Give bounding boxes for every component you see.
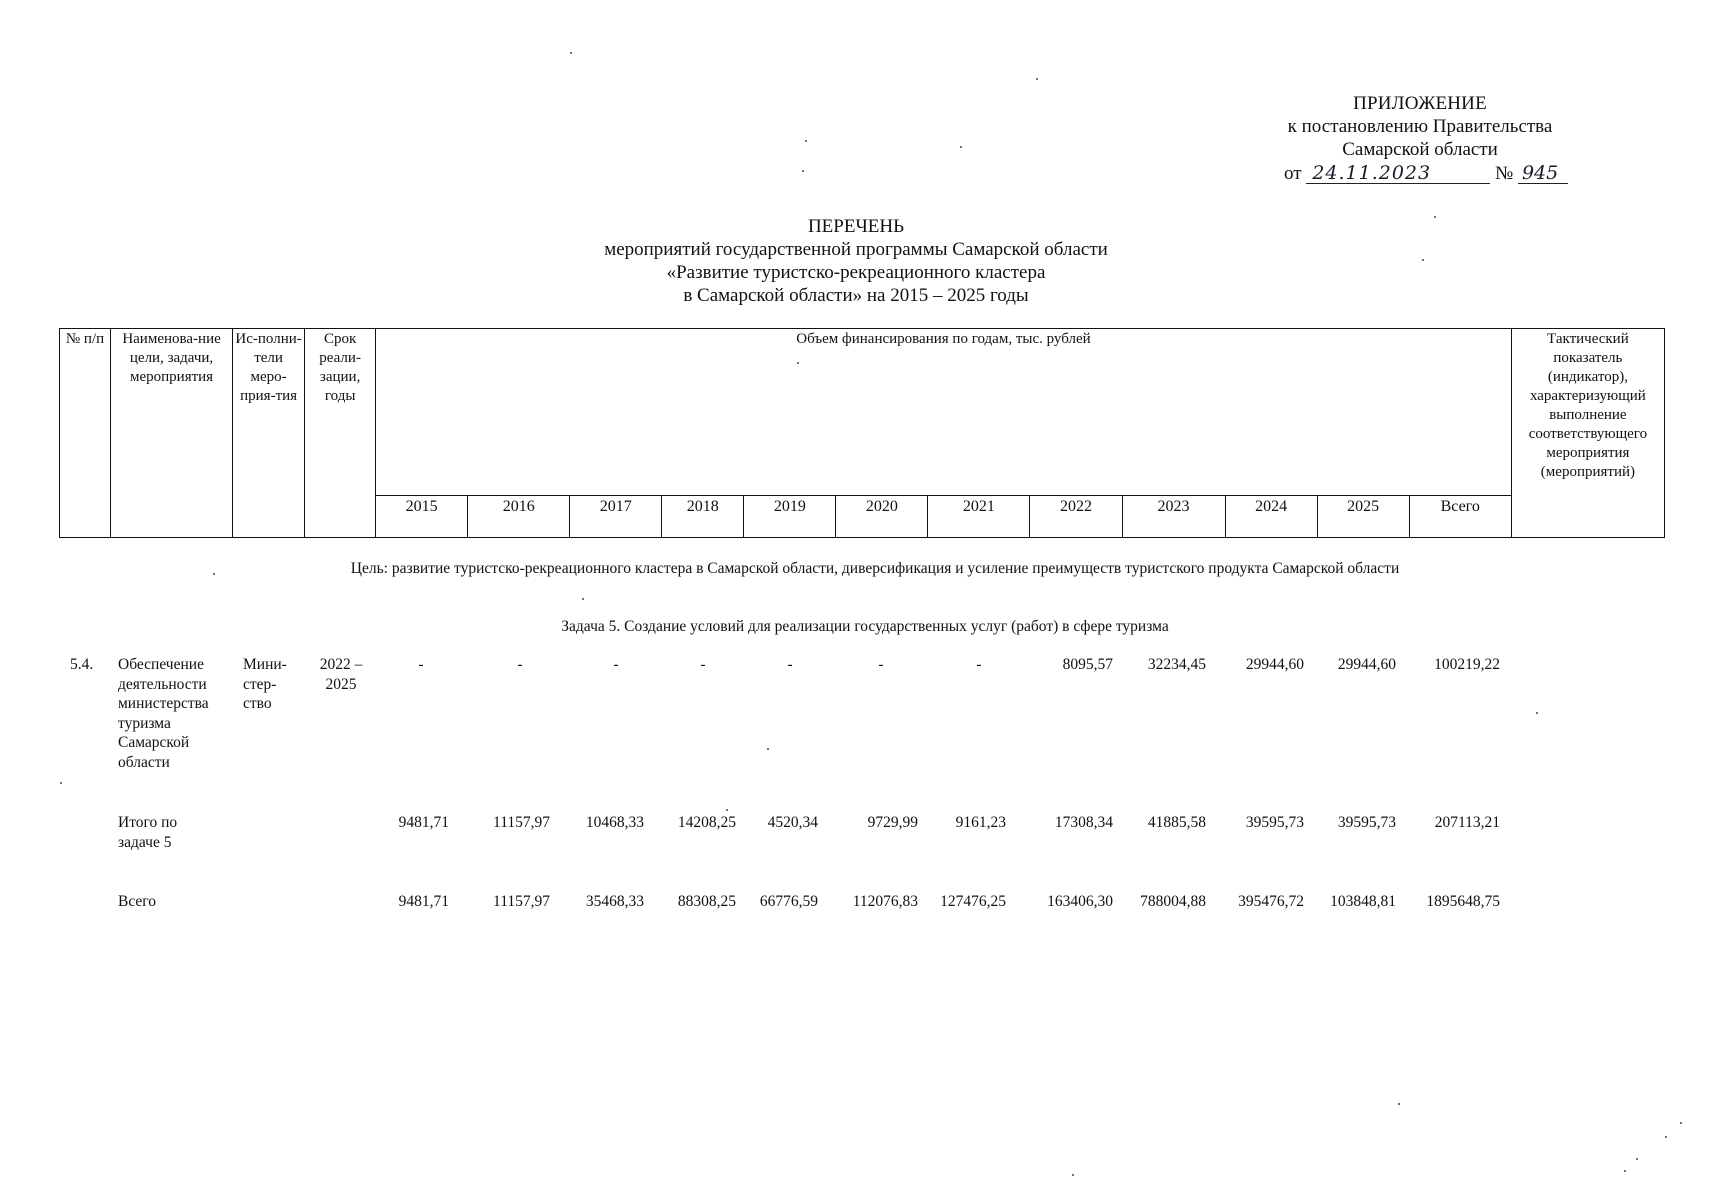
value-2019: 4520,34 (767, 814, 818, 831)
header-year-2015: 2015 (376, 496, 468, 538)
scan-speck (60, 782, 62, 784)
scan-speck (1680, 1122, 1682, 1124)
scan-speck (1665, 1136, 1667, 1138)
header-year-2021: 2021 (928, 496, 1030, 538)
value-2016: 11157,97 (493, 814, 550, 831)
header-col-indicator: Тактический показатель (индикатор), характеризующий выполнение соответствующего мероприятия (мероприятий) (1511, 329, 1664, 538)
handwritten-date: 24.11.2023 (1306, 164, 1490, 184)
value-2020: 112076,83 (852, 893, 918, 910)
appendix-line-3: Самарской области (1342, 139, 1498, 160)
appendix-date-line (1270, 162, 1570, 185)
value-2024: 39595,73 (1245, 814, 1304, 831)
scan-speck (1422, 259, 1424, 261)
scan-speck (1636, 1158, 1638, 1160)
value-total: 1895648,75 (1426, 893, 1500, 910)
scan-speck (570, 52, 572, 54)
scan-speck (1398, 1103, 1400, 1105)
value-2025: 39595,73 (1337, 814, 1396, 831)
scan-speck (1072, 1174, 1074, 1176)
value-2020: - (878, 656, 884, 673)
value-2024: 29944,60 (1245, 656, 1304, 673)
row-name: Всего (118, 893, 157, 910)
number-prefix: № (1495, 163, 1514, 184)
header-year-2024: 2024 (1225, 496, 1317, 538)
value-2015: - (418, 656, 424, 673)
value-total: 207113,21 (1434, 814, 1500, 831)
scan-speck (767, 748, 769, 750)
task-caption: Задача 5. Создание условий для реализации государственных услуг (работ) в сфере туризма (561, 618, 1169, 635)
date-prefix: от (1284, 163, 1302, 184)
scan-speck (802, 170, 804, 172)
value-2024: 395476,72 (1238, 893, 1304, 910)
header-year-2022: 2022 (1030, 496, 1122, 538)
header-year-2025: 2025 (1317, 496, 1409, 538)
value-2020: 9729,99 (867, 814, 918, 831)
scan-speck (1036, 78, 1038, 80)
scan-speck (582, 598, 584, 600)
scan-speck (1624, 1170, 1626, 1172)
scan-speck (1434, 216, 1436, 218)
value-2016: 11157,97 (493, 893, 550, 910)
value-2021: - (976, 656, 982, 673)
value-2022: 8095,57 (1062, 656, 1113, 673)
value-2018: 88308,25 (677, 893, 736, 910)
header-col-num: № п/п (60, 329, 111, 538)
header-year-2018: 2018 (662, 496, 744, 538)
value-2015: 9481,71 (398, 814, 449, 831)
value-2019: - (787, 656, 793, 673)
value-2019: 66776,59 (759, 893, 818, 910)
value-2018: 14208,25 (677, 814, 736, 831)
value-2022: 17308,34 (1054, 814, 1113, 831)
value-2017: 10468,33 (585, 814, 644, 831)
header-col-executor: Ис-полни-тели меро-прия-тия (233, 329, 305, 538)
header-total: Всего (1409, 496, 1511, 538)
appendix-block (1270, 92, 1570, 185)
scan-speck (213, 573, 215, 575)
value-2022: 163406,30 (1047, 893, 1113, 910)
value-2018: - (700, 656, 706, 673)
header-year-2023: 2023 (1122, 496, 1225, 538)
value-2021: 9161,23 (955, 814, 1006, 831)
funding-header-table (59, 328, 1665, 538)
value-2023: 788004,88 (1140, 893, 1206, 910)
header-col-name: Наименова-ние цели, задачи, мероприятия (111, 329, 233, 538)
title-line-2: мероприятий государственной программы Самарской области (604, 239, 1108, 260)
value-2025: 29944,60 (1337, 656, 1396, 673)
value-2015: 9481,71 (398, 893, 449, 910)
title-line-3: «Развитие туристско-рекреационного кластера (666, 262, 1046, 283)
row-term: 2022 – 2025 (319, 656, 363, 693)
header-year-2019: 2019 (744, 496, 836, 538)
goal-caption: Цель: развитие туристско-рекреационного кластера в Самарской области, диверсификация и усиление преимуществ туристского продукта Самарской области (350, 560, 1400, 577)
value-2023: 41885,58 (1147, 814, 1206, 831)
scan-speck (726, 809, 728, 811)
title-line-1: ПЕРЕЧЕНЬ (807, 216, 905, 237)
scan-speck (960, 146, 962, 148)
header-col-term: Срок реали-зации, годы (305, 329, 376, 538)
value-2017: 35468,33 (585, 893, 644, 910)
value-2023: 32234,45 (1147, 656, 1206, 673)
row-executor: Мини-стер-ство (243, 656, 287, 712)
row-number: 5.4. (70, 656, 94, 673)
value-2021: 127476,25 (940, 893, 1006, 910)
scan-speck (797, 362, 799, 364)
title-line-4: в Самарской области» на 2015 – 2025 годы (683, 285, 1029, 306)
value-total: 100219,22 (1434, 656, 1500, 673)
value-2016: - (517, 656, 523, 673)
appendix-line-2: к постановлению Правительства (1287, 116, 1553, 137)
header-year-2017: 2017 (570, 496, 662, 538)
scan-speck (805, 140, 807, 142)
header-col-funding: Объем финансирования по годам, тыс. рублей (376, 329, 1512, 496)
document-title (520, 215, 1192, 307)
header-year-2020: 2020 (836, 496, 928, 538)
row-name: Обеспечение деятельности министерства туризма Самарской области (118, 656, 209, 771)
scan-speck (1536, 712, 1538, 714)
handwritten-number: 945 (1518, 164, 1568, 184)
value-2025: 103848,81 (1330, 893, 1396, 910)
header-year-2016: 2016 (468, 496, 570, 538)
value-2017: - (613, 656, 619, 673)
appendix-title: ПРИЛОЖЕНИЕ (1353, 93, 1487, 114)
row-name: Итого по задаче 5 (118, 814, 178, 851)
